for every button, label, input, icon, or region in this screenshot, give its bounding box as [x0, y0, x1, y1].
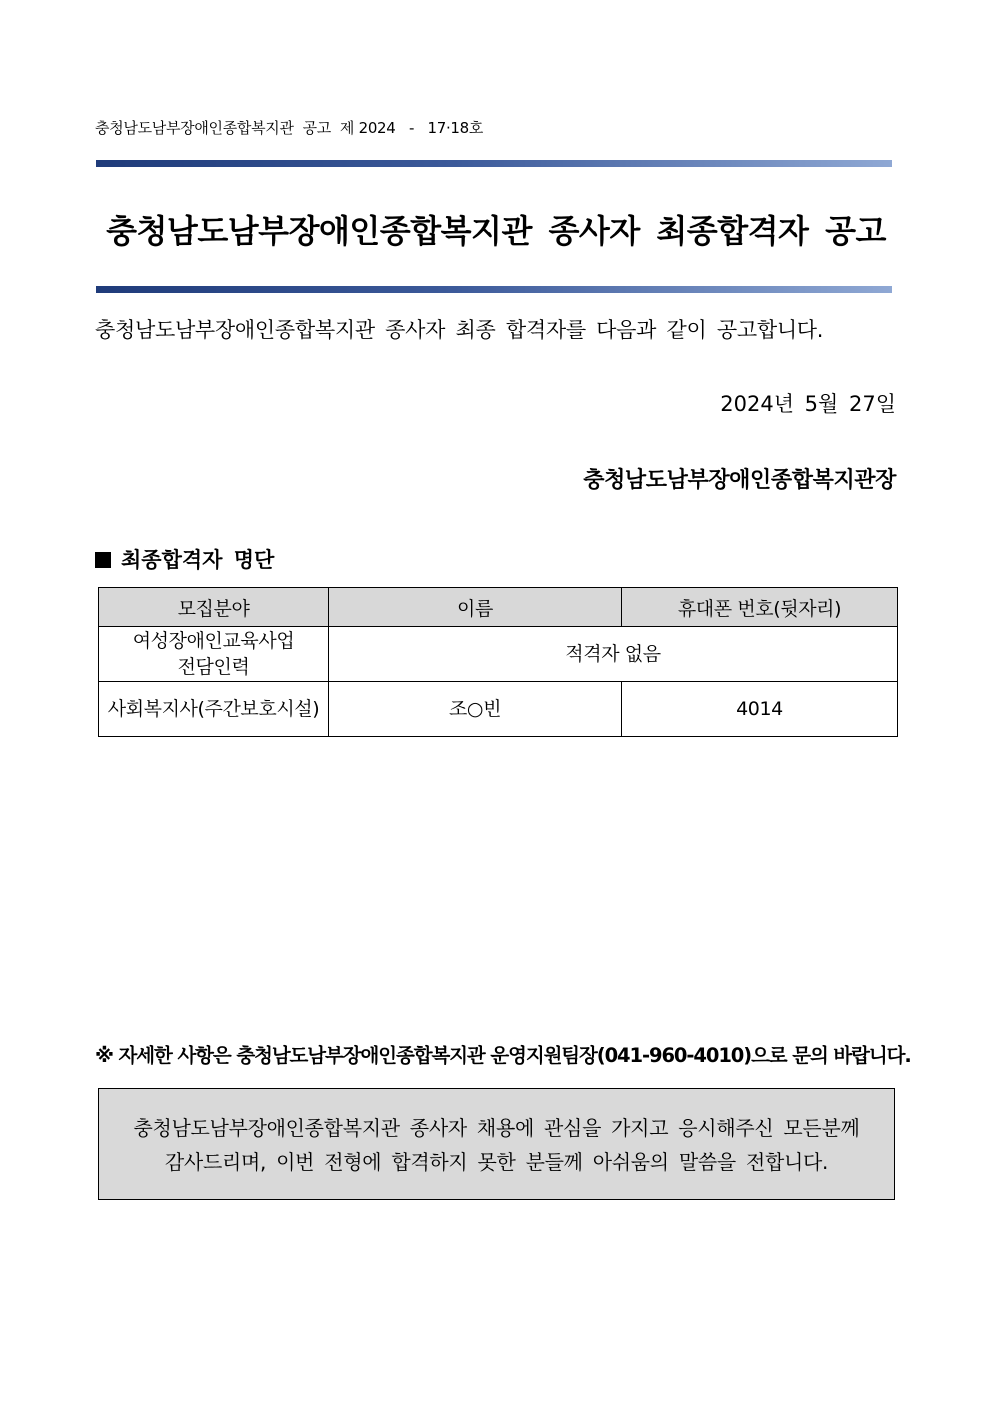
section-title: 최종합격자 명단 — [121, 548, 275, 572]
contact-note: ※ 자세한 사항은 충청남도남부장애인종합복지관 운영지원팀장(041-960-4010)으로 문의 바랍니다. — [95, 1044, 911, 1067]
cell-name: 조○빈 — [329, 682, 622, 737]
final-candidates-table — [98, 587, 898, 737]
field-line2: 전담인력 — [177, 656, 250, 678]
header-name: 이름 — [329, 588, 622, 627]
table-row — [99, 627, 898, 682]
table-row — [99, 682, 898, 737]
thanks-line1: 충청남도남부장애인종합복지관 종사자 채용에 관심을 가지고 응시해주신 모든분께 — [133, 1116, 860, 1140]
title-top-bar — [96, 160, 892, 167]
cell-phone: 4014 — [622, 682, 898, 737]
title-bottom-bar — [96, 286, 892, 293]
header-field: 모집분야 — [99, 588, 329, 627]
cell-field — [99, 627, 329, 682]
field-line1: 여성장애인교육사업 — [132, 630, 295, 652]
cell-field: 사회복지사(주간보호시설) — [99, 682, 329, 737]
cell-no-qualified: 적격자 없음 — [329, 627, 898, 682]
intro-text: 충청남도남부장애인종합복지관 종사자 최종 합격자를 다음과 같이 공고합니다. — [95, 318, 824, 342]
page-title: 충청남도남부장애인종합복지관 종사자 최종합격자 공고 — [106, 212, 886, 250]
table-header-row — [99, 588, 898, 627]
thanks-box — [98, 1088, 895, 1200]
header-phone: 휴대폰 번호(뒷자리) — [622, 588, 898, 627]
thanks-line2: 감사드리며, 이번 전형에 합격하지 못한 분들께 아쉬움의 말씀을 전합니다. — [164, 1150, 829, 1174]
notice-date: 2024년 5월 27일 — [720, 392, 896, 416]
section-heading — [95, 544, 274, 574]
notice-number: 충청남도남부장애인종합복지관 공고 제 2024 - 17·18호 — [95, 119, 484, 137]
issuing-organization: 충청남도남부장애인종합복지관장 — [583, 468, 896, 493]
square-bullet-icon — [95, 552, 111, 568]
